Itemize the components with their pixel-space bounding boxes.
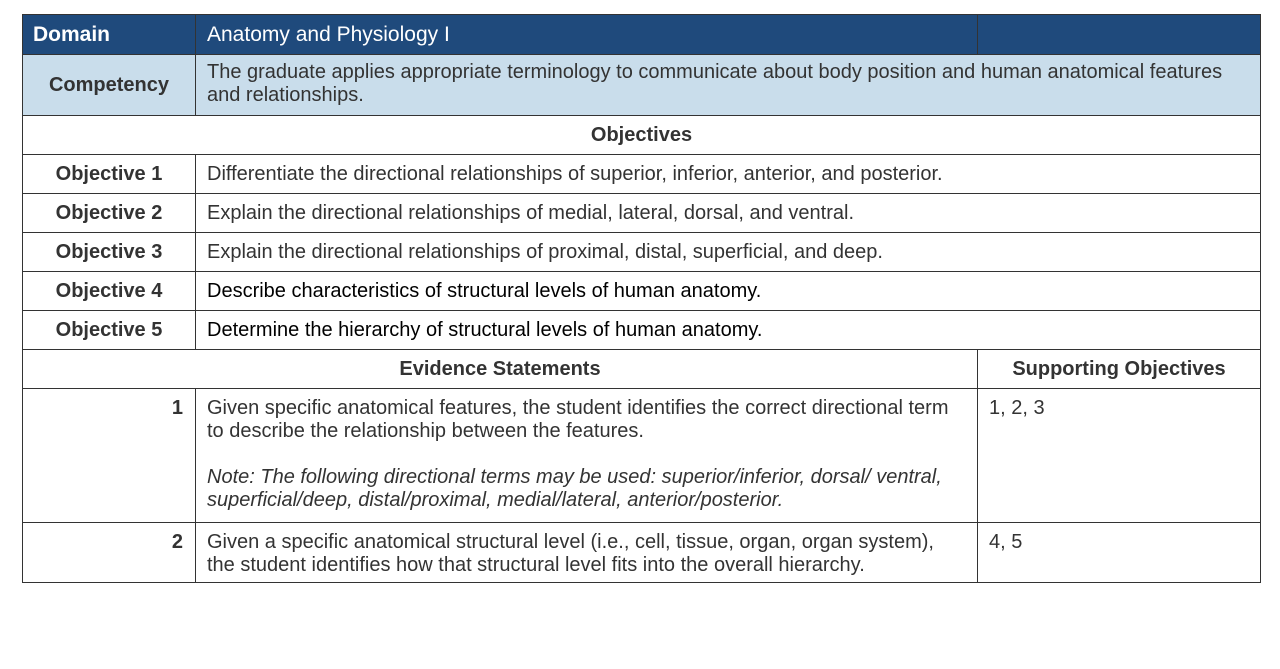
evidence-row [23, 523, 1261, 583]
objective-label: Objective 3 [23, 233, 196, 272]
objective-text: Determine the hierarchy of structural levels of human anatomy. [196, 311, 1261, 350]
objective-label: Objective 1 [23, 155, 196, 194]
objective-text: Differentiate the directional relationships of superior, inferior, anterior, and posterior. [196, 155, 1261, 194]
objective-label: Objective 4 [23, 272, 196, 311]
objective-row [23, 233, 1261, 272]
objective-label: Objective 2 [23, 194, 196, 233]
domain-label: Domain [23, 15, 196, 55]
objectives-heading: Objectives [23, 116, 1261, 155]
domain-empty-cell [978, 15, 1261, 55]
objectives-heading-row [23, 116, 1261, 155]
supporting-heading: Supporting Objectives [978, 350, 1261, 389]
evidence-note: Note: The following directional terms may be used: superior/inferior, dorsal/ ventral, superficial/deep, distal/proximal, medial/lateral, anterior/posterior. [207, 466, 942, 511]
objective-text: Describe characteristics of structural levels of human anatomy. [196, 272, 1261, 311]
evidence-heading-row [23, 350, 1261, 389]
domain-row [23, 15, 1261, 55]
objective-label: Objective 5 [23, 311, 196, 350]
objective-row [23, 272, 1261, 311]
objective-text: Explain the directional relationships of medial, lateral, dorsal, and ventral. [196, 194, 1261, 233]
evidence-heading: Evidence Statements [23, 350, 978, 389]
evidence-number: 1 [23, 389, 196, 523]
objective-row [23, 155, 1261, 194]
competency-row [23, 55, 1261, 116]
evidence-row [23, 389, 1261, 523]
evidence-number: 2 [23, 523, 196, 583]
objective-text: Explain the directional relationships of proximal, distal, superficial, and deep. [196, 233, 1261, 272]
evidence-text: Given specific anatomical features, the student identifies the correct directional term to describe the relationship between the features. [207, 397, 949, 442]
evidence-text: Given a specific anatomical structural level (i.e., cell, tissue, organ, organ system), the student identifies how that structural level fits into the overall hierarchy. [207, 531, 934, 576]
supporting-objectives: 4, 5 [978, 523, 1261, 583]
objective-row [23, 311, 1261, 350]
course-outline-table [22, 14, 1261, 583]
objective-row [23, 194, 1261, 233]
competency-label: Competency [23, 55, 196, 116]
supporting-objectives: 1, 2, 3 [978, 389, 1261, 523]
evidence-statement [196, 523, 978, 583]
course-outline-table-container [22, 14, 1260, 583]
domain-value: Anatomy and Physiology I [196, 15, 978, 55]
competency-value: The graduate applies appropriate terminology to communicate about body position and human anatomical features and relationships. [196, 55, 1261, 116]
evidence-statement [196, 389, 978, 523]
